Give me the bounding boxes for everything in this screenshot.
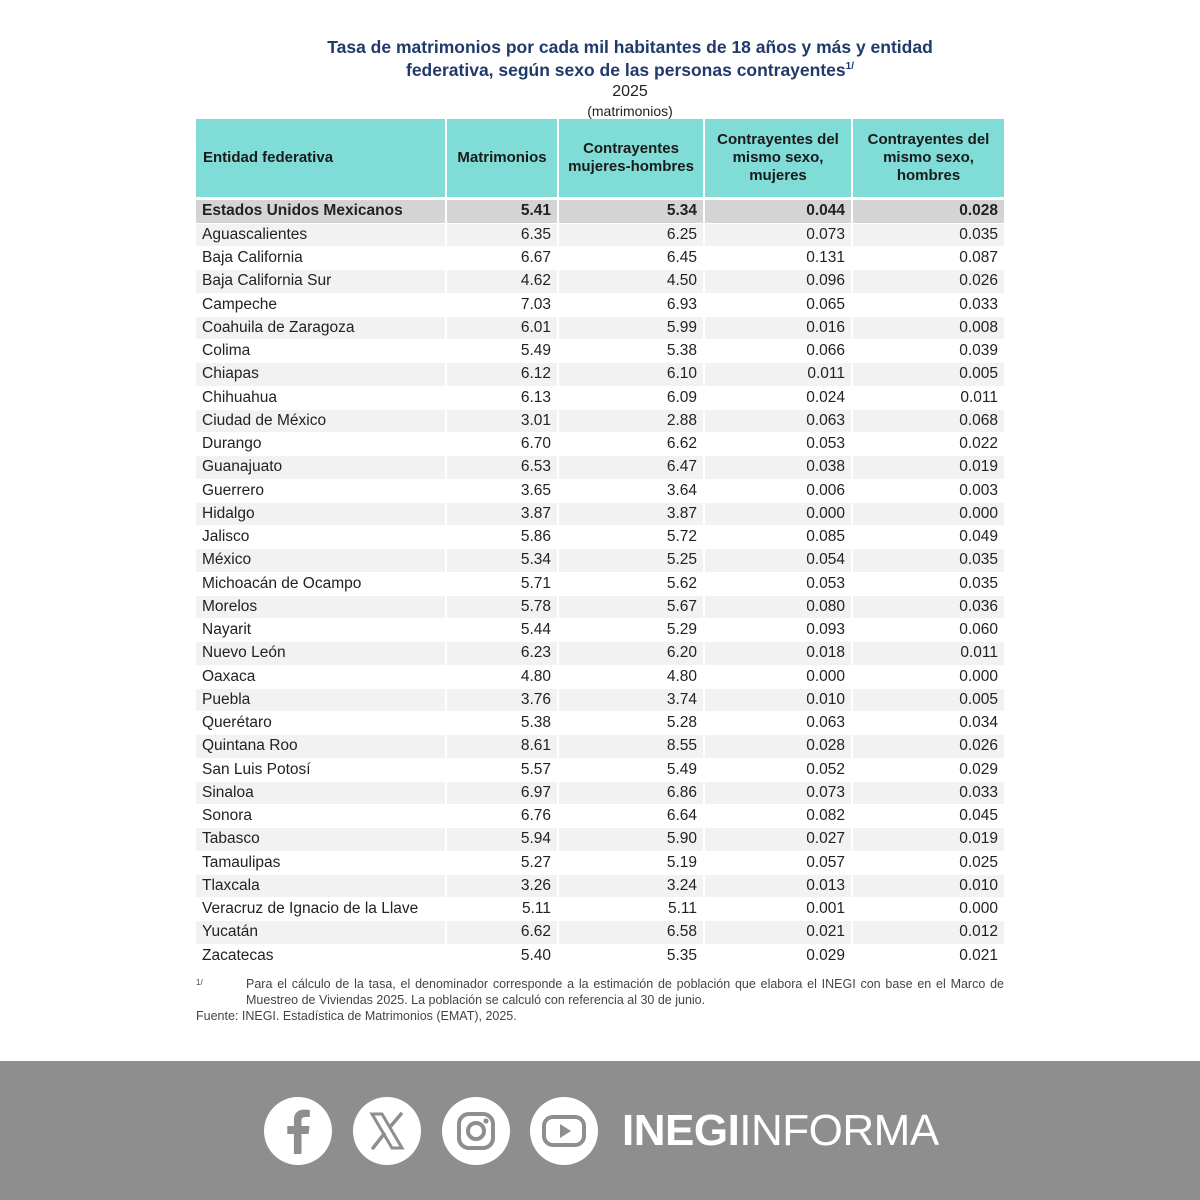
table-row — [196, 340, 1004, 363]
table-row — [196, 456, 1004, 479]
brand-logo — [622, 1105, 939, 1157]
cell-entidad: Zacatecas — [196, 944, 446, 967]
cell-entidad: Sonora — [196, 805, 446, 828]
cell-value: 6.58 — [558, 921, 704, 944]
cell-value: 0.024 — [704, 386, 852, 409]
cell-value: 6.76 — [446, 805, 558, 828]
cell-entidad: Hidalgo — [196, 502, 446, 525]
table-row — [196, 851, 1004, 874]
cell-entidad: Tamaulipas — [196, 851, 446, 874]
cell-value: 0.063 — [704, 409, 852, 432]
cell-value: 7.03 — [446, 293, 558, 316]
cell-value: 0.085 — [704, 526, 852, 549]
cell-entidad: Puebla — [196, 688, 446, 711]
title-note-ref: 1/ — [845, 61, 854, 73]
cell-value: 0.011 — [852, 386, 1004, 409]
cell-value: 3.26 — [446, 874, 558, 897]
cell-value: 0.063 — [704, 712, 852, 735]
cell-value: 6.12 — [446, 363, 558, 386]
cell-entidad: Morelos — [196, 595, 446, 618]
data-table — [196, 119, 1004, 968]
cell-value: 5.34 — [446, 549, 558, 572]
total-row — [196, 200, 1004, 223]
cell-value: 0.019 — [852, 828, 1004, 851]
cell-value: 6.20 — [558, 642, 704, 665]
table-row — [196, 502, 1004, 525]
cell-value: 5.49 — [558, 758, 704, 781]
cell-value: 0.005 — [852, 363, 1004, 386]
cell-value: 4.80 — [446, 665, 558, 688]
cell-value: 8.55 — [558, 735, 704, 758]
cell-value: 0.034 — [852, 712, 1004, 735]
table-body — [196, 200, 1004, 967]
cell-value: 0.012 — [852, 921, 1004, 944]
cell-value: 0.013 — [704, 874, 852, 897]
table-row — [196, 735, 1004, 758]
cell-value: 0.010 — [704, 688, 852, 711]
cell-value: 5.11 — [446, 898, 558, 921]
title-line-2: federativa, según sexo de las personas contrayentes — [406, 60, 846, 80]
youtube-icon[interactable] — [530, 1097, 598, 1165]
cell-value: 6.67 — [446, 247, 558, 270]
table-row — [196, 223, 1004, 246]
cell-value: 0.066 — [704, 340, 852, 363]
cell-entidad: Ciudad de México — [196, 409, 446, 432]
cell-value: 0.028 — [704, 735, 852, 758]
cell-entidad: Guerrero — [196, 479, 446, 502]
cell-value: 0.073 — [704, 781, 852, 804]
cell-entidad: Sinaloa — [196, 781, 446, 804]
table-row — [196, 572, 1004, 595]
cell-entidad: Querétaro — [196, 712, 446, 735]
cell-value: 5.49 — [446, 340, 558, 363]
cell-value: 0.033 — [852, 781, 1004, 804]
cell-value: 0.036 — [852, 595, 1004, 618]
cell-value: 0.073 — [704, 223, 852, 246]
cell-value: 6.53 — [446, 456, 558, 479]
cell-value: 3.65 — [446, 479, 558, 502]
table-row — [196, 665, 1004, 688]
cell-value: 0.035 — [852, 223, 1004, 246]
cell-value: 5.86 — [446, 526, 558, 549]
cell-entidad: Campeche — [196, 293, 446, 316]
table-row — [196, 781, 1004, 804]
cell-value: 3.76 — [446, 688, 558, 711]
cell-value: 0.016 — [704, 316, 852, 339]
cell-value: 0.087 — [852, 247, 1004, 270]
cell-value: 5.72 — [558, 526, 704, 549]
brand-light: INFORMA — [739, 1106, 939, 1155]
cell-value: 3.87 — [558, 502, 704, 525]
table-row — [196, 712, 1004, 735]
title-unit: (matrimonios) — [587, 103, 673, 119]
cell-value: 5.62 — [558, 572, 704, 595]
cell-value: 5.57 — [446, 758, 558, 781]
cell-value: 0.025 — [852, 851, 1004, 874]
cell-entidad: Yucatán — [196, 921, 446, 944]
header-matrimonios: Matrimonios — [446, 119, 558, 197]
cell-value: 6.62 — [558, 433, 704, 456]
table-row — [196, 944, 1004, 967]
table-row — [196, 758, 1004, 781]
table-row — [196, 898, 1004, 921]
cell-value: 0.039 — [852, 340, 1004, 363]
cell-value: 5.28 — [558, 712, 704, 735]
cell-value: 0.027 — [704, 828, 852, 851]
cell-entidad: Chihuahua — [196, 386, 446, 409]
cell-value: 3.87 — [446, 502, 558, 525]
cell-value: 5.94 — [446, 828, 558, 851]
cell-value: 0.029 — [852, 758, 1004, 781]
footnote-text: Para el cálculo de la tasa, el denominador corresponde a la estimación de población que elabora el INEGI con base en el Marco de Muestreo de Viviendas 2025. La población se calculó con referencia al 30 de junio. — [246, 977, 1004, 1007]
cell-value: 0.018 — [704, 642, 852, 665]
cell-value: 5.71 — [446, 572, 558, 595]
cell-value: 6.70 — [446, 433, 558, 456]
cell-value: 0.021 — [704, 921, 852, 944]
cell-value: 6.23 — [446, 642, 558, 665]
cell-value: 5.44 — [446, 619, 558, 642]
cell-value: 0.065 — [704, 293, 852, 316]
cell-value: 3.64 — [558, 479, 704, 502]
cell-value: 3.01 — [446, 409, 558, 432]
cell-value: 0.001 — [704, 898, 852, 921]
instagram-icon[interactable] — [442, 1097, 510, 1165]
cell-value: 5.78 — [446, 595, 558, 618]
cell-entidad: San Luis Potosí — [196, 758, 446, 781]
cell-value: 0.052 — [704, 758, 852, 781]
table-row — [196, 688, 1004, 711]
footnote-mark: 1/ — [196, 978, 203, 987]
cell-value: 0.026 — [852, 735, 1004, 758]
table-row — [196, 526, 1004, 549]
cell-value: 5.90 — [558, 828, 704, 851]
cell-value: 0.038 — [704, 456, 852, 479]
cell-value: 0.035 — [852, 549, 1004, 572]
table-row — [196, 479, 1004, 502]
cell-value: 6.09 — [558, 386, 704, 409]
cell-entidad: Colima — [196, 340, 446, 363]
cell-value: 0.000 — [704, 665, 852, 688]
cell-value: 0.096 — [704, 270, 852, 293]
cell-value: 2.88 — [558, 409, 704, 432]
cell-value: 0.000 — [852, 502, 1004, 525]
table-row — [196, 270, 1004, 293]
cell-value: 6.25 — [558, 223, 704, 246]
cell-entidad: Nayarit — [196, 619, 446, 642]
cell-value: 0.082 — [704, 805, 852, 828]
cell-value: 0.019 — [852, 456, 1004, 479]
cell-value: 0.053 — [704, 572, 852, 595]
cell-entidad: Quintana Roo — [196, 735, 446, 758]
table-row — [196, 549, 1004, 572]
cell-value: 5.38 — [446, 712, 558, 735]
cell-value: 5.19 — [558, 851, 704, 874]
cell-value: 6.97 — [446, 781, 558, 804]
footnotes — [196, 976, 1004, 1024]
table-row — [196, 642, 1004, 665]
cell-value: 0.053 — [704, 433, 852, 456]
cell-value: 0.093 — [704, 619, 852, 642]
cell-value: 0.003 — [852, 479, 1004, 502]
cell-value: 5.41 — [446, 200, 558, 223]
cell-entidad: Baja California — [196, 247, 446, 270]
cell-value: 5.35 — [558, 944, 704, 967]
cell-value: 0.054 — [704, 549, 852, 572]
cell-value: 0.044 — [704, 200, 852, 223]
cell-value: 3.74 — [558, 688, 704, 711]
cell-value: 0.131 — [704, 247, 852, 270]
table-row — [196, 316, 1004, 339]
cell-value: 4.80 — [558, 665, 704, 688]
footer-banner — [0, 1061, 1200, 1200]
cell-value: 0.011 — [852, 642, 1004, 665]
cell-value: 0.010 — [852, 874, 1004, 897]
cell-entidad: México — [196, 549, 446, 572]
cell-value: 6.64 — [558, 805, 704, 828]
source-note: Fuente: INEGI. Estadística de Matrimonios (EMAT), 2025. — [196, 1009, 517, 1023]
table-row — [196, 595, 1004, 618]
cell-entidad: Durango — [196, 433, 446, 456]
title-line-1: Tasa de matrimonios por cada mil habitantes de 18 años y más y entidad — [327, 37, 933, 57]
cell-value: 0.011 — [704, 363, 852, 386]
table-row — [196, 619, 1004, 642]
cell-entidad: Aguascalientes — [196, 223, 446, 246]
table-row — [196, 247, 1004, 270]
cell-value: 0.006 — [704, 479, 852, 502]
header-entidad: Entidad federativa — [196, 119, 446, 197]
cell-value: 6.01 — [446, 316, 558, 339]
cell-entidad: Tabasco — [196, 828, 446, 851]
cell-value: 0.045 — [852, 805, 1004, 828]
x-icon[interactable] — [353, 1097, 421, 1165]
cell-value: 0.068 — [852, 409, 1004, 432]
table-row — [196, 363, 1004, 386]
cell-value: 0.022 — [852, 433, 1004, 456]
cell-entidad: Estados Unidos Mexicanos — [196, 200, 446, 223]
cell-value: 6.35 — [446, 223, 558, 246]
cell-value: 0.029 — [704, 944, 852, 967]
cell-value: 0.000 — [852, 665, 1004, 688]
cell-value: 4.50 — [558, 270, 704, 293]
cell-value: 0.026 — [852, 270, 1004, 293]
cell-value: 5.11 — [558, 898, 704, 921]
cell-value: 3.24 — [558, 874, 704, 897]
cell-value: 0.005 — [852, 688, 1004, 711]
cell-value: 5.34 — [558, 200, 704, 223]
table-row — [196, 433, 1004, 456]
cell-value: 8.61 — [446, 735, 558, 758]
cell-entidad: Nuevo León — [196, 642, 446, 665]
cell-entidad: Jalisco — [196, 526, 446, 549]
table-row — [196, 805, 1004, 828]
cell-value: 6.62 — [446, 921, 558, 944]
cell-value: 0.035 — [852, 572, 1004, 595]
cell-value: 0.000 — [704, 502, 852, 525]
brand-bold: INEGI — [622, 1106, 740, 1155]
header-mismo-sexo-mujeres: Contrayentes del mismo sexo, mujeres — [704, 119, 852, 197]
cell-entidad: Oaxaca — [196, 665, 446, 688]
cell-value: 0.000 — [852, 898, 1004, 921]
cell-value: 0.033 — [852, 293, 1004, 316]
cell-value: 5.99 — [558, 316, 704, 339]
cell-entidad: Baja California Sur — [196, 270, 446, 293]
cell-value: 5.38 — [558, 340, 704, 363]
cell-value: 4.62 — [446, 270, 558, 293]
cell-entidad: Chiapas — [196, 363, 446, 386]
cell-entidad: Michoacán de Ocampo — [196, 572, 446, 595]
cell-value: 5.67 — [558, 595, 704, 618]
title-block — [196, 36, 1064, 120]
title-year: 2025 — [612, 83, 648, 100]
table-row — [196, 293, 1004, 316]
cell-value: 5.29 — [558, 619, 704, 642]
table-row — [196, 386, 1004, 409]
page-title — [196, 36, 1064, 82]
cell-value: 0.060 — [852, 619, 1004, 642]
cell-value: 6.93 — [558, 293, 704, 316]
cell-value: 0.028 — [852, 200, 1004, 223]
facebook-icon[interactable] — [264, 1097, 332, 1165]
cell-value: 6.86 — [558, 781, 704, 804]
cell-value: 0.080 — [704, 595, 852, 618]
cell-value: 0.049 — [852, 526, 1004, 549]
cell-value: 5.40 — [446, 944, 558, 967]
table-row — [196, 409, 1004, 432]
cell-value: 5.25 — [558, 549, 704, 572]
cell-entidad: Coahuila de Zaragoza — [196, 316, 446, 339]
cell-value: 0.021 — [852, 944, 1004, 967]
cell-value: 0.008 — [852, 316, 1004, 339]
table-row — [196, 921, 1004, 944]
cell-entidad: Veracruz de Ignacio de la Llave — [196, 898, 446, 921]
cell-value: 0.057 — [704, 851, 852, 874]
cell-value: 6.13 — [446, 386, 558, 409]
header-mismo-sexo-hombres: Contrayentes del mismo sexo, hombres — [852, 119, 1004, 197]
table-row — [196, 828, 1004, 851]
cell-value: 6.10 — [558, 363, 704, 386]
cell-value: 6.47 — [558, 456, 704, 479]
cell-value: 5.27 — [446, 851, 558, 874]
cell-entidad: Guanajuato — [196, 456, 446, 479]
table-header — [196, 119, 1004, 200]
cell-entidad: Tlaxcala — [196, 874, 446, 897]
header-mujeres-hombres: Contrayentes mujeres-hombres — [558, 119, 704, 197]
table-row — [196, 874, 1004, 897]
cell-value: 6.45 — [558, 247, 704, 270]
